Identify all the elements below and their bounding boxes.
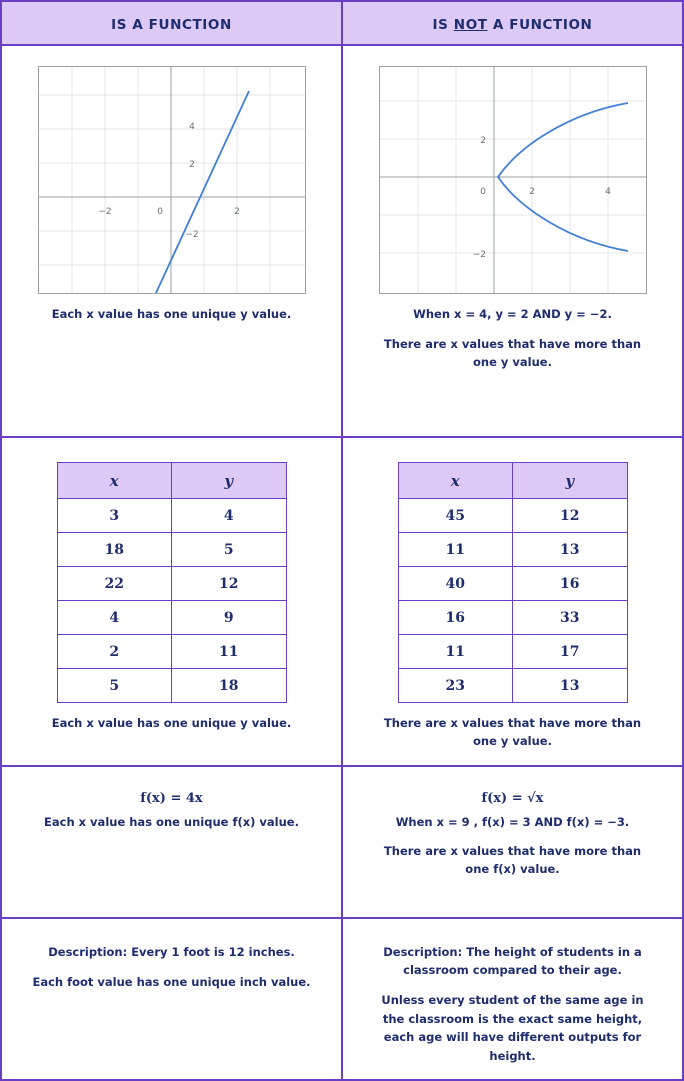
formula-right-note-1: When x = 9 , f(x) = 3 AND f(x) = −3. <box>395 814 630 829</box>
linear-graph-svg <box>39 67 305 293</box>
table-cell-y: 18 <box>172 669 287 703</box>
parabola-graph-svg <box>380 67 646 293</box>
table-cell-x: 40 <box>398 567 513 601</box>
table-cell-x: 18 <box>57 533 172 567</box>
description-right-note: Unless every student of the same age in the classroom is the exact same height, each age will have different outputs for height. <box>381 993 644 1063</box>
graph-left-note: Each x value has one unique y value. <box>51 307 292 321</box>
graph-right-wrap <box>355 56 670 294</box>
graph-cell-left <box>1 45 342 437</box>
formula-left-equation: f(x) = 4x <box>140 790 203 806</box>
function-data-table <box>57 462 287 703</box>
graph-row <box>1 45 683 437</box>
formula-cell-right <box>342 766 683 918</box>
table-cell-x: 23 <box>398 669 513 703</box>
table-header-x: x <box>57 463 172 499</box>
table-right-wrap <box>355 448 670 703</box>
svg-text:4: 4 <box>604 187 611 197</box>
table-cell-y: 5 <box>172 533 287 567</box>
table-row <box>398 567 627 601</box>
table-cell-x: 4 <box>57 601 172 635</box>
svg-text:4: 4 <box>188 122 195 132</box>
svg-text:−2: −2 <box>472 250 486 260</box>
table-row <box>57 567 286 601</box>
linear-graph <box>38 66 306 294</box>
graph-right-note-1: When x = 4, y = 2 AND y = −2. <box>413 307 612 321</box>
table-cell-x: 11 <box>398 635 513 669</box>
table-row <box>57 533 286 567</box>
header-label-right-pre: IS <box>432 16 454 33</box>
header-label-right-underline: NOT <box>453 16 488 33</box>
table-row <box>398 499 627 533</box>
table-left-note: Each x value has one unique y value. <box>51 716 292 730</box>
grid-lines <box>380 67 646 293</box>
graph-right-content <box>343 46 682 385</box>
table-cell-y: 13 <box>513 669 628 703</box>
table-row <box>57 669 286 703</box>
formula-right-equation: f(x) = √x <box>481 790 544 806</box>
table-cell-right <box>342 437 683 766</box>
table-row <box>57 601 286 635</box>
axis-tick-labels <box>98 122 240 240</box>
table-cell-y: 12 <box>513 499 628 533</box>
table-right-content <box>343 438 682 765</box>
table-cell-x: 3 <box>57 499 172 533</box>
line-plot <box>156 91 249 293</box>
table-row <box>398 669 627 703</box>
non-function-data-table <box>398 462 628 703</box>
table-row <box>398 601 627 635</box>
table-row <box>57 499 286 533</box>
table-cell-y: 9 <box>172 601 287 635</box>
description-right-text: Description: The height of students in a classroom compared to their age. <box>383 944 642 978</box>
header-row <box>1 1 683 45</box>
description-right-content <box>343 919 682 1079</box>
svg-text:2: 2 <box>479 136 486 146</box>
table-row <box>398 533 627 567</box>
description-left-content <box>2 919 341 1006</box>
svg-text:−2: −2 <box>97 207 112 217</box>
formula-left-note: Each x value has one unique f(x) value. <box>44 814 299 829</box>
table-cell-left <box>1 437 342 766</box>
graph-left-content <box>2 46 341 338</box>
header-cell-is-a-function <box>1 1 342 45</box>
table-cell-x: 11 <box>398 533 513 567</box>
description-left-text: Description: Every 1 foot is 12 inches. <box>48 944 295 959</box>
formula-cell-left <box>1 766 342 918</box>
formula-left-content <box>2 767 341 846</box>
svg-text:2: 2 <box>188 160 195 170</box>
table-cell-y: 4 <box>172 499 287 533</box>
graph-cell-right <box>342 45 683 437</box>
table-header-y: y <box>172 463 287 499</box>
description-cell-right <box>342 918 683 1080</box>
svg-text:−2: −2 <box>184 230 199 240</box>
description-cell-left <box>1 918 342 1080</box>
table-cell-y: 11 <box>172 635 287 669</box>
table-row <box>398 635 627 669</box>
table-cell-x: 22 <box>57 567 172 601</box>
svg-text:0: 0 <box>156 207 163 217</box>
table-right-note: There are x values that have more than one y value. <box>383 716 642 748</box>
table-cell-y: 12 <box>172 567 287 601</box>
svg-text:2: 2 <box>233 207 240 217</box>
svg-text:2: 2 <box>528 187 535 197</box>
table-cell-x: 16 <box>398 601 513 635</box>
table-header-row <box>398 463 627 499</box>
table-cell-x: 45 <box>398 499 513 533</box>
table-left-content <box>2 438 341 747</box>
formula-row <box>1 766 683 918</box>
header-cell-is-not-a-function <box>342 1 683 45</box>
data-table-row <box>1 437 683 766</box>
table-header-row <box>57 463 286 499</box>
formula-right-note-2: There are x values that have more than one f(x) value. <box>383 844 642 877</box>
table-row <box>57 635 286 669</box>
table-cell-y: 33 <box>513 601 628 635</box>
table-cell-y: 17 <box>513 635 628 669</box>
table-left-wrap <box>14 448 329 703</box>
table-cell-x: 5 <box>57 669 172 703</box>
description-row <box>1 918 683 1080</box>
table-header-x: x <box>398 463 513 499</box>
description-left-note: Each foot value has one unique inch value. <box>32 975 311 990</box>
header-label-right-post: A FUNCTION <box>487 16 593 33</box>
graph-right-note-2: There are x values that have more than one y value. <box>383 336 642 369</box>
svg-text:0: 0 <box>479 187 486 197</box>
formula-right-content <box>343 767 682 893</box>
table-cell-x: 2 <box>57 635 172 669</box>
sideways-parabola-graph <box>379 66 647 294</box>
header-label-right <box>433 17 593 33</box>
table-header-y: y <box>513 463 628 499</box>
table-cell-y: 13 <box>513 533 628 567</box>
graph-left-wrap <box>14 56 329 294</box>
table-cell-y: 16 <box>513 567 628 601</box>
header-label-left: IS A FUNCTION <box>111 16 232 33</box>
